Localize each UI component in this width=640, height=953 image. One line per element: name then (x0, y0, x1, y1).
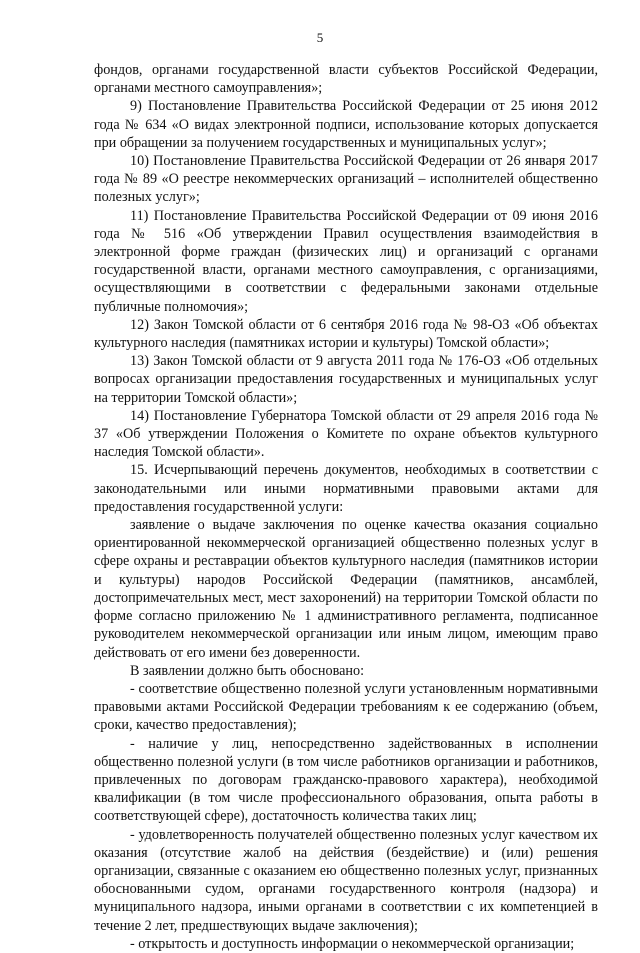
paragraph: 14) Постановление Губернатора Томской области от 29 апреля 2016 года № 37 «Об утверждении Положения о Комитете по охране объектов культурного наследия Томской области». (94, 407, 598, 461)
paragraph: - соответствие общественно полезной услуги установленным нормативными правовыми актами Российской Федерации требованиям к ее содержанию (объем, сроки, качество предоставления); (94, 680, 598, 734)
paragraph: - открытость и доступность информации о некоммерческой организации; (130, 935, 575, 952)
document-body (94, 61, 598, 953)
page-number: 5 (316, 30, 324, 45)
paragraph: 11) Постановление Правительства Российской Федерации от 09 июня 2016 года № 516 «Об утверждении Правил осуществления взаимодействия в электронной форме граждан (физических лиц) и организаций с органами государственной власти, органами местного самоуправления, с организациями, осуществляющими в соответствии с федеральными законами отдельные публичные полномочия»; (94, 207, 598, 315)
paragraph: 15. Исчерпывающий перечень документов, необходимых в соответствии с законодательными или иными нормативными правовыми актами для предоставления государственной услуги: (94, 462, 598, 515)
paragraph: фондов, органами государственной власти субъектов Российской Федерации, органами местного самоуправления»; (94, 62, 598, 97)
paragraph: 13) Закон Томской области от 9 августа 2011 года № 176-ОЗ «Об отдельных вопросах организации предоставления государственных и муниципальных услуг на территории Томской области»; (94, 353, 598, 406)
paragraph: заявление о выдаче заключения по оценке качества оказания социально ориентированной некоммерческой организацией общественно полезных услуг в сфере охраны и реставрации объектов культурного наследия (памятников истории и культуры) народов Российской Федерации (памятников, ансамблей, достопримечательных мест, мест захоронений) на территории Томской области по форме согласно приложению № 1 административного регламента, подписанное руководителем некоммерческой организации или иным лицом, имеющим право действовать от его имени без доверенности. (94, 517, 598, 661)
paragraph: - наличие у лиц, непосредственно задействованных в исполнении общественно полезной услуги (в том числе работников организации и работников, привлеченных по договорам гражданско-правового характера), необходимой квалификации (в том числе профессионального образования, опыта работы в соответствующей сфере), достаточность количества таких лиц; (94, 735, 598, 825)
paragraph: 10) Постановление Правительства Российской Федерации от 26 января 2017 года № 89 «О реестре некоммерческих организаций – исполнителей общественно полезных услуг»; (94, 153, 598, 206)
paragraph: - удовлетворенность получателей общественно полезных услуг качеством их оказания (отсутствие жалоб на действия (бездействие) и (или) решения организации, связанные с оказанием ею общественно полезных услуг, признанных обоснованными судом, органами государственного контроля (надзора) и муниципального надзора, иными органами в соответствии с их компетенцией в течение 2 лет, предшествующих выдаче заключения); (94, 826, 598, 934)
paragraph: В заявлении должно быть обосновано: (130, 662, 365, 679)
paragraph: 12) Закон Томской области от 6 сентября 2016 года № 98-ОЗ «Об объектах культурного наследия (памятниках истории и культуры) Томской области»; (94, 316, 598, 352)
paragraph: 9) Постановление Правительства Российской Федерации от 25 июня 2012 года № 634 «О видах электронной подписи, использование которых допускается при обращении за получением государственных и муниципальных услуг»; (94, 98, 598, 151)
